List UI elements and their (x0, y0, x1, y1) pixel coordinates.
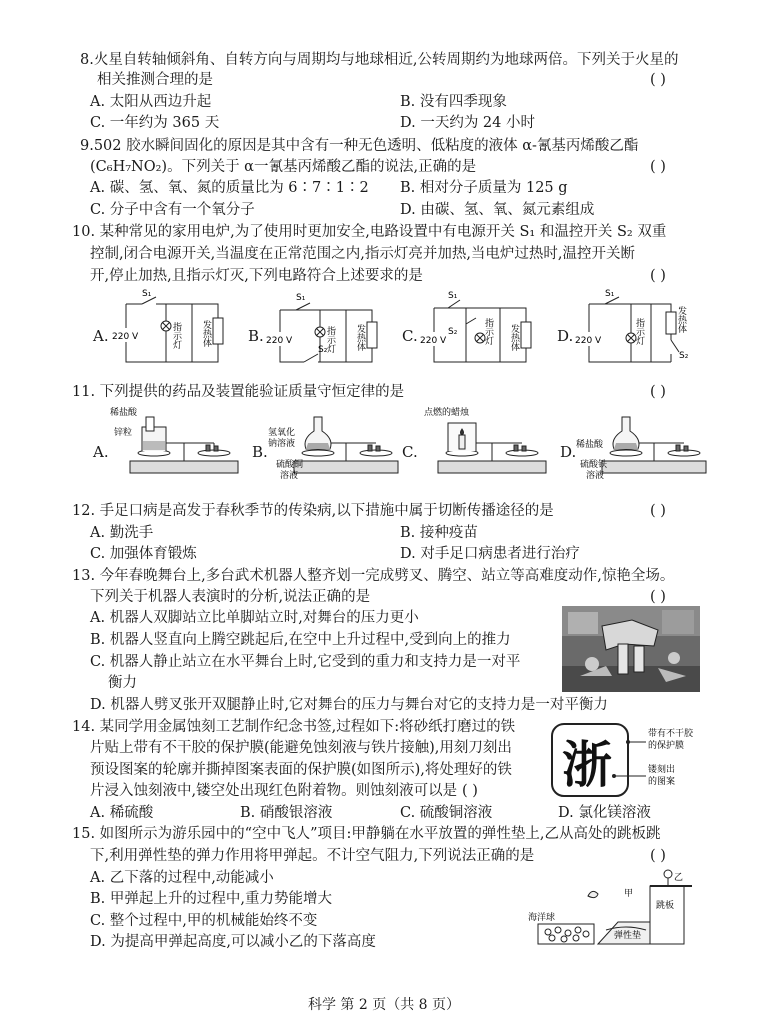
q9-option-b: B. 相对分子质量为 125 g (400, 180, 568, 196)
q13-stem-line1: 13. 今年春晚舞台上,多台武术机器人整齐划一完成劈叉、腾空、站立等高难度动作,惊艳全场。 (72, 568, 675, 584)
q14-bookmark-figure (548, 720, 708, 800)
q11-label-c: C. (402, 443, 418, 461)
q14-fig-char: 浙 (562, 736, 612, 794)
q11-apparatus-d (576, 405, 711, 480)
q10-circuit-b (266, 288, 386, 368)
q11-b-bottom-text: 硫酸铜 (276, 460, 304, 470)
q11-a-top-text: 稀盐酸 (110, 408, 138, 418)
q15-stem-line2: 下,利用弹性垫的弹力作用将甲弹起。不计空气阻力,下列说法正确的是 (90, 848, 535, 864)
q15-option-c: C. 整个过程中,甲的机械能始终不变 (90, 913, 318, 929)
q11-b-top2-text: 钠溶液 (268, 439, 296, 449)
q14-fig-label1a: 带有不干胶 (648, 729, 694, 739)
q14-fig-label2b: 的图案 (648, 777, 676, 787)
q13-option-d: D. 机器人劈叉张开双腿静止时,它对舞台的压力与舞台对它的支持力是一对平衡力 (90, 697, 608, 713)
q11-stem-line1: 11. 下列提供的药品及装置能验证质量守恒定律的是 (72, 384, 405, 400)
q11-apparatus-c (418, 405, 553, 480)
q9-stem-line1: 9.502 胶水瞬间固化的原因是其中含有一种无色透明、低粘度的液体 α-氰基丙烯酸乙酯 (80, 138, 639, 154)
q15-fig-pad: 弹性垫 (614, 931, 642, 941)
q11-b-top-text: 氢氧化 (268, 428, 296, 438)
q11-apparatus-b (268, 405, 403, 480)
q11-answer-paren: ( ) (650, 384, 666, 400)
q9-option-c: C. 分子中含有一个氧分子 (90, 202, 255, 218)
q10-answer-paren: ( ) (650, 268, 666, 284)
q12-option-b: B. 接种疫苗 (400, 525, 478, 541)
q10-b-lamp-text: 指示灯 (325, 326, 335, 353)
q10-b-voltage: 220 V (266, 336, 293, 346)
q10-stem-line2: 控制,闭合电源开关,当温度在正常范围之内,指示灯亮并加热,当电炉过热时,温控开关断 (90, 246, 636, 262)
q11-c-top-text: 点燃的蜡烛 (424, 408, 470, 418)
q10-circuit-c (420, 288, 540, 368)
q9-answer-paren: ( ) (650, 159, 666, 175)
q15-fig-ball: 海洋球 (528, 913, 556, 923)
q12-stem-line1: 12. 手足口病是高发于春秋季节的传染病,以下措施中属于切断传播途径的是 (72, 503, 554, 519)
q10-d-lamp-text: 指示灯 (634, 318, 644, 345)
q15-option-a: A. 乙下落的过程中,动能减小 (90, 870, 274, 886)
q9-stem-line2: (C₆H₇NO₂)。下列关于 α一氰基丙烯酸乙酯的说法,正确的是 (90, 159, 477, 175)
q9-option-a: A. 碳、氢、氧、氮的质量比为 6∶7∶1∶2 (90, 180, 369, 196)
q10-c-s2-text: S₂ (448, 327, 458, 337)
q8-option-b: B. 没有四季现象 (400, 94, 507, 110)
q13-robot-photo (562, 606, 700, 692)
q10-circuit-d (575, 288, 695, 368)
q14-stem-line2: 片贴上带有不干胶的保护膜(能避免蚀刻液与铁片接触),用刻刀刻出 (90, 740, 512, 756)
q11-d-bottom-text: 硫酸铁 (580, 460, 608, 470)
q10-stem-line3: 开,停止加热,且指示灯灭,下列电路符合上述要求的是 (90, 268, 423, 284)
q10-d-voltage: 220 V (575, 336, 602, 346)
q10-c-lamp-text: 指示灯 (483, 318, 493, 345)
q14-fig-label1b: 的保护膜 (648, 741, 685, 751)
q10-d-s1-text: S₁ (605, 289, 615, 299)
q10-c-voltage: 220 V (420, 336, 447, 346)
q11-label-d: D. (560, 443, 577, 461)
q10-d-s2-text: S₂ (679, 351, 689, 361)
q14-stem-line4: 片浸入蚀刻液中,镂空处出现红色附着物。则蚀刻液可以是 (90, 783, 458, 799)
q15-stem-line1: 15. 如图所示为游乐园中的“空中飞人”项目:甲静躺在水平放置的弹性垫上,乙从高处的跳板跳 (72, 826, 661, 842)
q15-fig-board: 跳板 (656, 901, 675, 911)
q11-a-side-text: 锌粒 (114, 428, 133, 438)
q8-answer-paren: ( ) (650, 72, 666, 88)
q10-b-switch-s2 (304, 354, 318, 362)
q10-label-d: D. (557, 327, 574, 345)
q11-d-bottom2-text: 溶液 (586, 471, 605, 480)
q14-stem-line3: 预设图案的轮廓并撕掉图案表面的保护膜(如图所示),将处理好的铁 (90, 762, 512, 778)
q8-option-c: C. 一年约为 365 天 (90, 115, 220, 131)
q10-c-heater-text: 发热体 (509, 324, 519, 351)
q10-circuit-a (112, 288, 232, 368)
q13-option-c1: C. 机器人静止站立在水平舞台上时,它受到的重力和支持力是一对平 (90, 654, 521, 670)
q12-option-c: C. 加强体育锻炼 (90, 546, 197, 562)
q8-stem-line2: 相关推测合理的是 (97, 72, 213, 88)
q11-label-a: A. (93, 443, 109, 461)
q10-label-c: C. (402, 327, 418, 345)
q10-a-voltage: 220 V (112, 332, 139, 342)
q15-fig-jia: 甲 (624, 889, 634, 899)
q15-air-flyer-figure (528, 866, 706, 950)
q13-option-c2: 衡力 (108, 675, 137, 691)
q11-label-b: B. (252, 443, 268, 461)
q11-b-bottom2-text: 溶液 (280, 471, 299, 480)
q15-option-b: B. 甲弹起上升的过程中,重力势能增大 (90, 891, 332, 907)
q12-option-a: A. 勤洗手 (90, 525, 154, 541)
q8-option-a: A. 太阳从西边升起 (90, 94, 212, 110)
q14-answer-paren: ( ) (462, 783, 478, 799)
q14-option-a: A. 稀硫酸 (90, 805, 154, 821)
q12-option-d: D. 对手足口病患者进行治疗 (400, 546, 580, 562)
q10-a-s1-text: S₁ (142, 289, 152, 299)
q10-d-heater-text: 发热体 (676, 306, 686, 333)
q13-stem-line2: 下列关于机器人表演时的分析,说法正确的是 (90, 589, 371, 605)
q13-option-a: A. 机器人双脚站立比单脚站立时,对舞台的压力更小 (90, 610, 419, 626)
q15-answer-paren: ( ) (650, 848, 666, 864)
q10-stem-line1: 10. 某种常见的家用电炉,为了使用时更加安全,电路设置中有电源开关 S₁ 和温控开关 S₂ 双重 (72, 224, 667, 240)
q11-apparatus-a (110, 405, 245, 480)
q14-option-b: B. 硝酸银溶液 (240, 805, 333, 821)
q8-option-d: D. 一天约为 24 小时 (400, 115, 535, 131)
q9-option-d: D. 由碳、氢、氧、氮元素组成 (400, 202, 595, 218)
page-footer: 科学 第 2 页（共 8 页） (307, 997, 461, 1013)
q10-c-s1-text: S₁ (448, 291, 458, 301)
q13-option-b: B. 机器人竖直向上腾空跳起后,在空中上升过程中,受到向上的推力 (90, 632, 511, 648)
q8-stem-line1: 8.火星自转轴倾斜角、自转方向与周期均与地球相近,公转周期约为地球两倍。下列关于火星的 (80, 52, 679, 68)
q15-option-d: D. 为提高甲弹起高度,可以减小乙的下落高度 (90, 934, 376, 950)
q10-label-a: A. (93, 327, 109, 345)
q12-answer-paren: ( ) (650, 503, 666, 519)
q10-label-b: B. (248, 327, 264, 345)
q10-a-heater-text: 发热体 (201, 320, 211, 347)
q10-a-lamp-text: 指示灯 (171, 322, 181, 349)
q14-fig-label2a: 镂刻出 (648, 765, 676, 775)
q14-option-d: D. 氯化镁溶液 (558, 805, 651, 821)
q14-stem-line1: 14. 某同学用金属蚀刻工艺制作纪念书签,过程如下:将砂纸打磨过的铁 (72, 719, 516, 735)
q10-b-s1-text: S₁ (296, 293, 306, 303)
q10-b-heater-text: 发热体 (355, 324, 365, 351)
q11-d-top-text: 稀盐酸 (576, 440, 604, 450)
q13-answer-paren: ( ) (650, 589, 666, 605)
q10-b-s2-text: S₂ (318, 345, 328, 355)
q15-fig-yi: 乙 (674, 873, 684, 883)
q14-option-c: C. 硫酸铜溶液 (400, 805, 493, 821)
